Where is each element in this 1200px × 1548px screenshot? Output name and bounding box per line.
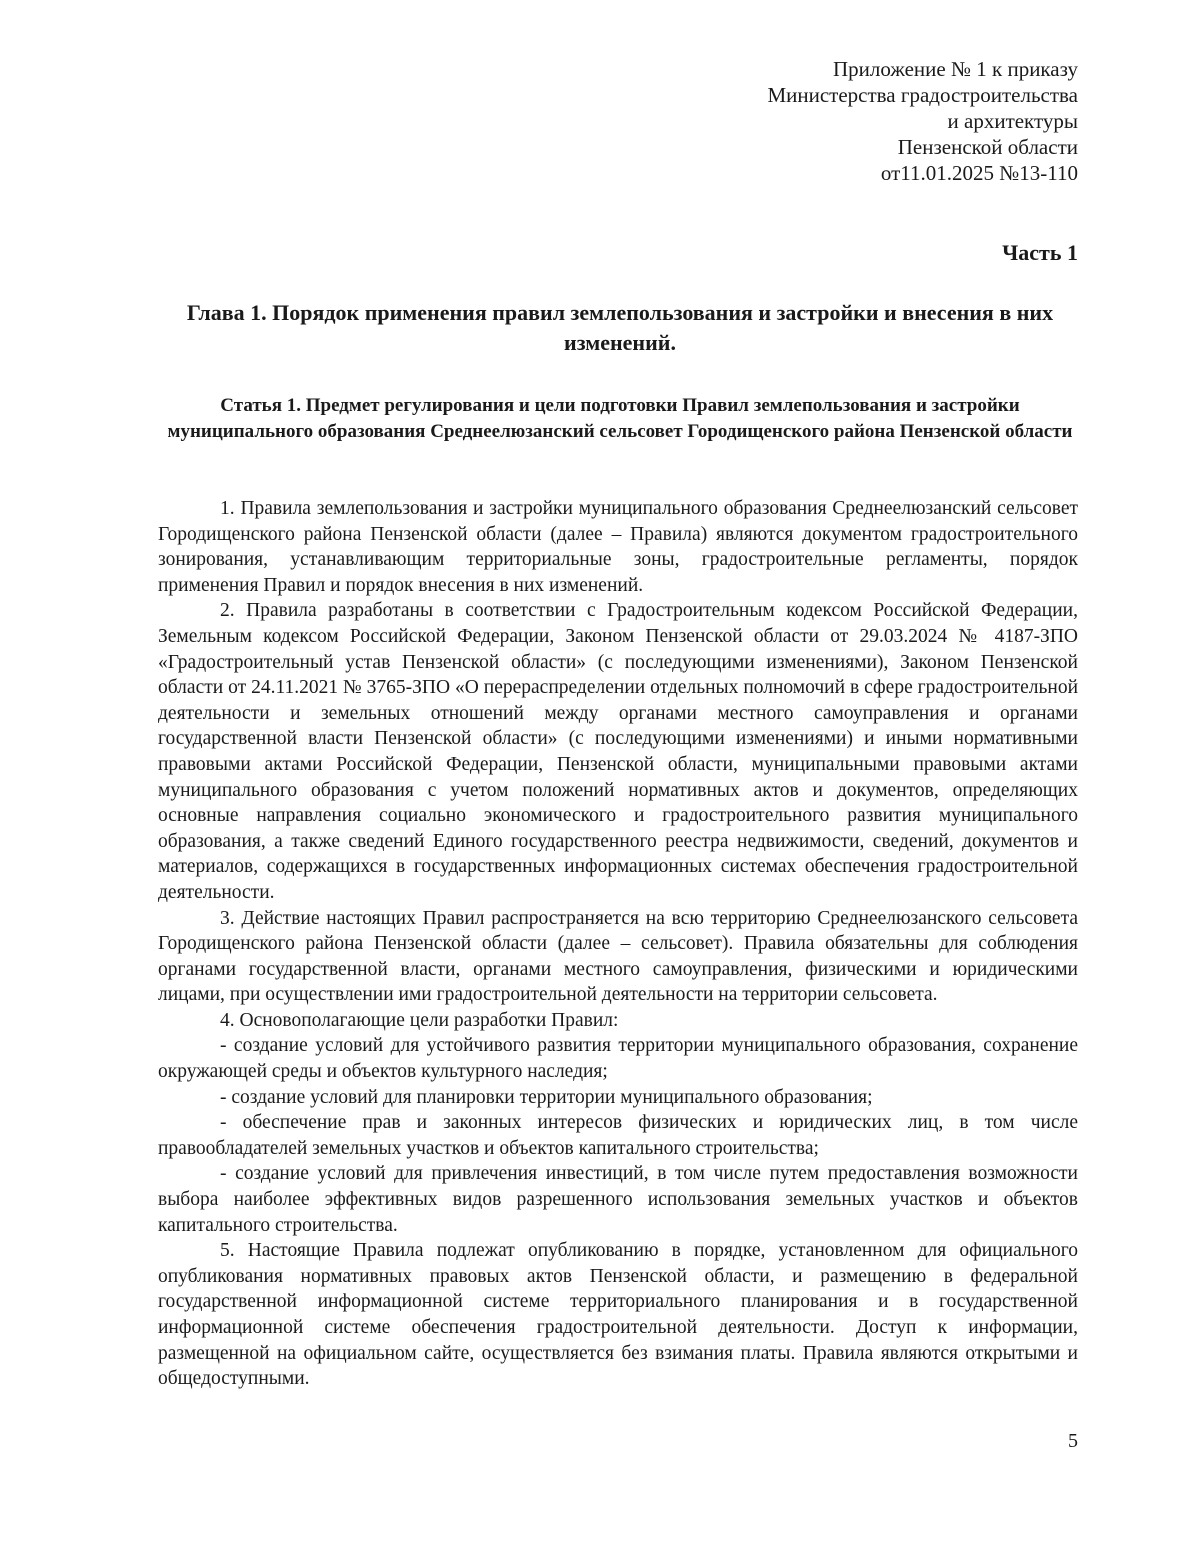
article-heading: Статья 1. Предмет регулирования и цели подготовки Правил землепользования и застройки муниципального образования Среднеелюзанский сельсовет Городищенского района Пензенской области	[167, 395, 1073, 442]
number-prefix: №	[999, 161, 1020, 185]
paragraph-1: 1. Правила землепользования и застройки муниципального образования Среднеелюзанский сельсовет Городищенского района Пензенской области (далее – Правила) являются документом градостроительного зонирования, устанавливающим территориальные зоны, градостроительные регламенты, порядок применения Правил и порядок внесения в них изменений.	[158, 498, 1078, 596]
paragraph-5: 5. Настоящие Правила подлежат опубликованию в порядке, установленном для официального опубликования нормативных правовых актов Пензенской области, и размещению в федеральной государственной информационной системе территориального планирования и в государственной информационной системе обеспечения градостроительной деятельности. Доступ к информации, размещенной на официальном сайте, осуществляется без взимания платы. Правила являются открытыми и общедоступными.	[158, 1240, 1078, 1390]
date-prefix: от	[880, 161, 901, 185]
paragraph-2: 2. Правила разработаны в соответствии с Градостроительным кодексом Российской Федерации, Земельным кодексом Российской Федерации, Законом Пензенской области от 29.03.2024 № 4187-ЗПО «Градостроительный устав Пензенской области» (с последующими изменениями), Законом Пензенской области от 24.11.2021 № 3765-ЗПО «О перераспределении отдельных полномочий в сфере градостроительной деятельности и земельных отношений между органами местного самоуправления и органами государственной власти Пензенской области» (с последующими изменениями) и иными нормативными правовыми актами Российской Федерации, Пензенской области, муниципальными правовыми актами муниципального образования с учетом положений нормативных актов и документов, определяющих основные направления социально экономического и градостроительного развития муниципального образования, а также сведений Единого государственного реестра недвижимости, сведений, документов и материалов, содержащихся в государственных информационных системах обеспечения градостроительной деятельности.	[158, 600, 1078, 903]
page-number: 5	[1068, 1430, 1078, 1452]
handwritten-number: 13-110	[1019, 161, 1078, 185]
paragraph-3: 3. Действие настоящих Правил распространяется на всю территорию Среднеелюзанского сельсовета Городищенского района Пензенской области (далее – сельсовет). Правила обязательны для соблюдения органами государственной власти, органами местного самоуправления, физическими и юридическими лицами, при осуществлении ими градостроительной деятельности на территории сельсовета.	[158, 907, 1078, 1006]
appendix-line-2: Министерства градостроительства	[767, 83, 1078, 107]
appendix-line-4: Пензенской области	[897, 135, 1078, 159]
body-text	[158, 496, 1078, 1392]
chapter-heading: Глава 1. Порядок применения правил землепользования и застройки и внесения в них изменений.	[186, 300, 1054, 355]
handwritten-date: 11.01.2025	[900, 161, 994, 185]
paragraph-4: 4. Основополагающие цели разработки Правил:	[220, 1009, 619, 1031]
appendix-line-1: Приложение № 1 к приказу	[833, 57, 1078, 81]
appendix-date-line	[767, 160, 1078, 186]
appendix-header	[767, 56, 1078, 186]
part-heading: Часть 1	[1002, 240, 1078, 265]
goal-item-2: - создание условий для планировки территории муниципального образования;	[220, 1086, 873, 1108]
goal-item-1: - создание условий для устойчивого развития территории муниципального образования, сохранение окружающей среды и объектов культурного наследия;	[158, 1035, 1078, 1083]
appendix-line-3: и архитектуры	[947, 109, 1078, 133]
goal-item-3: - обеспечение прав и законных интересов физических и юридических лиц, в том числе правообладателей земельных участков и объектов капитального строительства;	[158, 1112, 1078, 1159]
goal-item-4: - создание условий для привлечения инвестиций, в том числе путем предоставления возможности выбора наиболее эффективных видов разрешенного использования земельных участков и объектов капитального строительства.	[158, 1163, 1078, 1236]
